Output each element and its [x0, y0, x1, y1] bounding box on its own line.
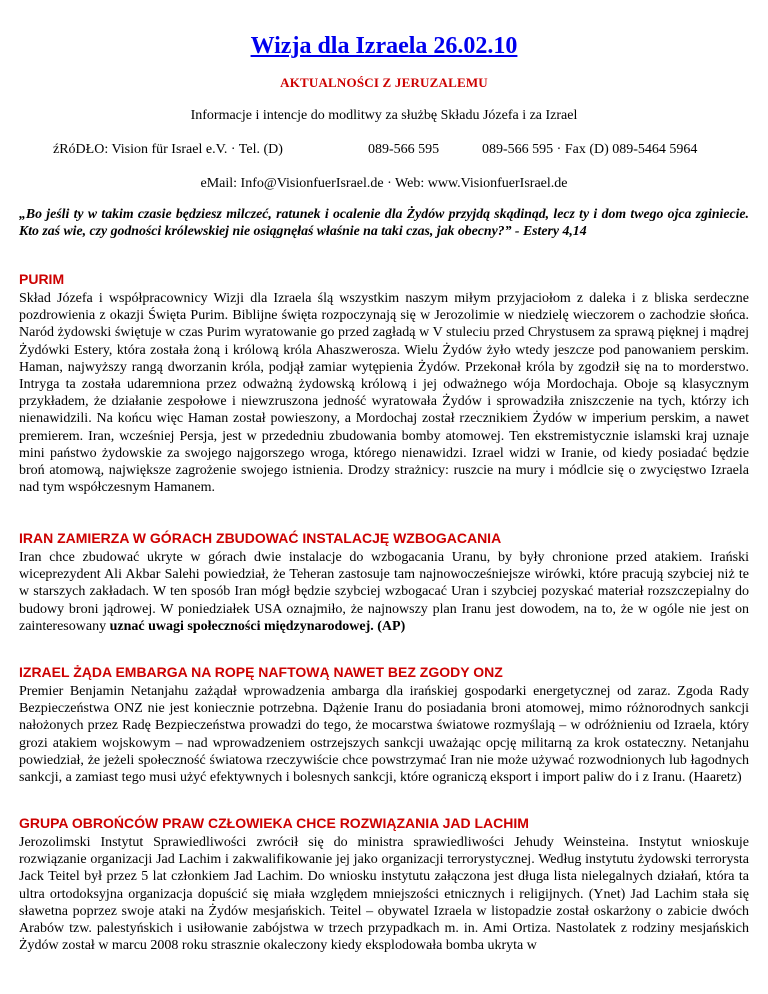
- section-heading: IZRAEL ŻĄDA EMBARGA NA ROPĘ NAFTOWĄ NAWET BEZ ZGODY ONZ: [19, 664, 503, 680]
- section-body-bold: uznać uwagi społeczności międzynarodowej. (AP): [109, 618, 406, 634]
- section-body: Premier Benjamin Netanjahu zażądał wprowadzenia ambarga dla irańskiej gospodarki energetycznej od zaraz. Zgoda Rady Bezpieczeństwa ONZ nie jest koniecznie potrzebna. Dążenie Iranu do posiadania broni atomowej, mimo różnorodnych sankcji nałożonych przez Radę Bezpieczeństwa prowadzi do tego, że mocarstwa światowe rozmyślają – w odróżnieniu od Izraela, który grozi atakiem wojskowym – nad wprowadzeniem ostrzejszych sankcji uważając opcję militarną za krok ostateczny. Netanjahu powiedział, że jeżeli społeczność światowa rzeczywiście chce powstrzymać Iran nie może używać rozwodnionych lub łagodnych sankcji, a zamiast tego musi użyć efektywnych i bolesnych sankcji, które ograniczą eksport i import paliw do i z Iranu. (Haaretz): [19, 684, 749, 786]
- contact-line[interactable]: eMail: Info@VisionfuerIsrael.de · Web: www.VisionfuerIsrael.de: [200, 176, 568, 191]
- section-iran-enrichment: [19, 530, 749, 635]
- document-title[interactable]: Wizja dla Izraela 26.02.10: [250, 33, 518, 59]
- section-heading: PURIM: [19, 271, 65, 287]
- source-phone: 089-566 595: [368, 142, 440, 157]
- section-purim: [19, 271, 749, 496]
- section-body: Jerozolimski Instytut Sprawiedliwości zwrócił się do ministra sprawiedliwości Jehudy Weinsteina. Instytut wnioskuje rozwiązanie organizacji Jad Lachim i zakwalifikowanie jej jako organizacji terrorystycznej. Według instytutu żydowski terrorysta Jack Teitel był przez 5 lat członkiem Jad Lachim. Do wniosku instytutu załączona jest długa lista nielegalnych działań, która ta ultra ortodoksyjna organizacja dopuścić się miała względem mniejszości etnicznych i religijnych. (Ynet) Jad Lachim stała się sławetna poprzez swoje ataki na Żydów mesjańskich. Teitel – obywatel Izraela w listopadzie został oskarżony o zabicie dwóch Arabów tzw. palestyńskich i usiłowanie zabójstwa w trzech przypadkach m. in. Ami Ortiza. Nastolatek z rodziny mesjańskich Żydów został w marcu 2008 roku strasznie okaleczony kiedy eksplodowała bomba ukryta w: [19, 835, 749, 954]
- source-fax: 089-566 595 · Fax (D) 089-5464 5964: [482, 142, 698, 157]
- section-jad-lachim: [19, 815, 749, 954]
- section-oil-embargo: [19, 664, 749, 786]
- section-heading: IRAN ZAMIERZA W GÓRACH ZBUDOWAĆ INSTALACJĘ WZBOGACANIA: [19, 530, 502, 546]
- info-line: Informacje i intencje do modlitwy za służbę Składu Józefa i za Izrael: [190, 108, 578, 123]
- section-body: Skład Józefa i współpracownicy Wizji dla Izraela ślą wszystkim naszym miłym przyjaciołom z daleka i z bliska serdeczne pozdrowienia z okazji Święta Purim. Biblijne święta rozpoczynają się w Jerozolimie w niedzielę wieczorem o zachodzie słońca. Naród żydowski świętuje w czas Purim wyratowanie go przed zagładą w V stuleciu przed Chrystusem za sprawą pięknej i mądrej Żydówki Estery, która została żoną i królową króla Ahaszwerosza. Wielu Żydów żyło wtedy jeszcze pod panowaniem perskim. Haman, najwyższy rangą dworzanin króla, podjął zamiar wytępienia Żydów. Przekonał króla by zgodził się na to morderstwo. Intryga ta została udaremniona przez odważną żydowską królową i jej odważnego wója Mordochaja. Oboje są klasycznym przykładem, że działanie zespołowe i niewzruszona jedność wyratowała Żydów i sprowadziła zniszczenie na tych, którzy ich nienawidzili. Na końcu więc Haman został powieszony, a Mordochaj został rzecznikiem Żydów w imperium perskim, a nawet premierem. Iran, wcześniej Persja, jest w przededniu zbudowania bomby atomowej. Ten ekstremistycznie islamski kraj uznaje mini państwo żydowskie za swojego najgorszego wroga, którego nienawidzi. Izrael widzi w Iranie, od kiedy posiadać będzie broń atomową, największe zagrożenie swojego istnienia. Drodzy strażnicy: ruszcie na mury i módlcie się o zwycięstwo Izraela nad tym współczesnym Hamanem.: [19, 291, 749, 496]
- section-heading: GRUPA OBROŃCÓW PRAW CZŁOWIEKA CHCE ROZWIĄZANIA JAD LACHIM: [19, 815, 529, 831]
- bible-quote: „Bo jeśli ty w takim czasie będziesz milczeć, ratunek i ocalenie dla Żydów przyjdą skądinąd, lecz ty i dom twego ojca zginiecie. Kto zaś wie, czy godności królewskiej nie osiągnęłaś właśnie na taki czas, jak obecny?” - Estery 4,14: [19, 206, 749, 238]
- source-label: źRóDŁO: Vision für Israel e.V. · Tel. (D): [53, 142, 283, 157]
- section-body-text: Iran chce zbudować ukryte w górach dwie instalacje do wzbogacania Uranu, by były chronione przed atakiem. Irański wiceprezydent Ali Akbar Salehi powiedział, że Teheran zastosuje tam najnowocześniejsze wirówki, które pracują szybciej niż te w starszych zakładach. W ten sposób Iran mógł będzie szybciej wzbogacać Uran i szybciej pozyskać materiał rozszczepialny do budowy broni jądrowej. W poniedziałek USA oznajmiło, że najnowszy plan Iranu jest dowodem, na to, że w ogóle nie jest on zainteresowany: [19, 550, 749, 634]
- document-subtitle: AKTUALNOŚCI Z JERUZALEMU: [280, 75, 488, 90]
- section-body: [19, 549, 749, 635]
